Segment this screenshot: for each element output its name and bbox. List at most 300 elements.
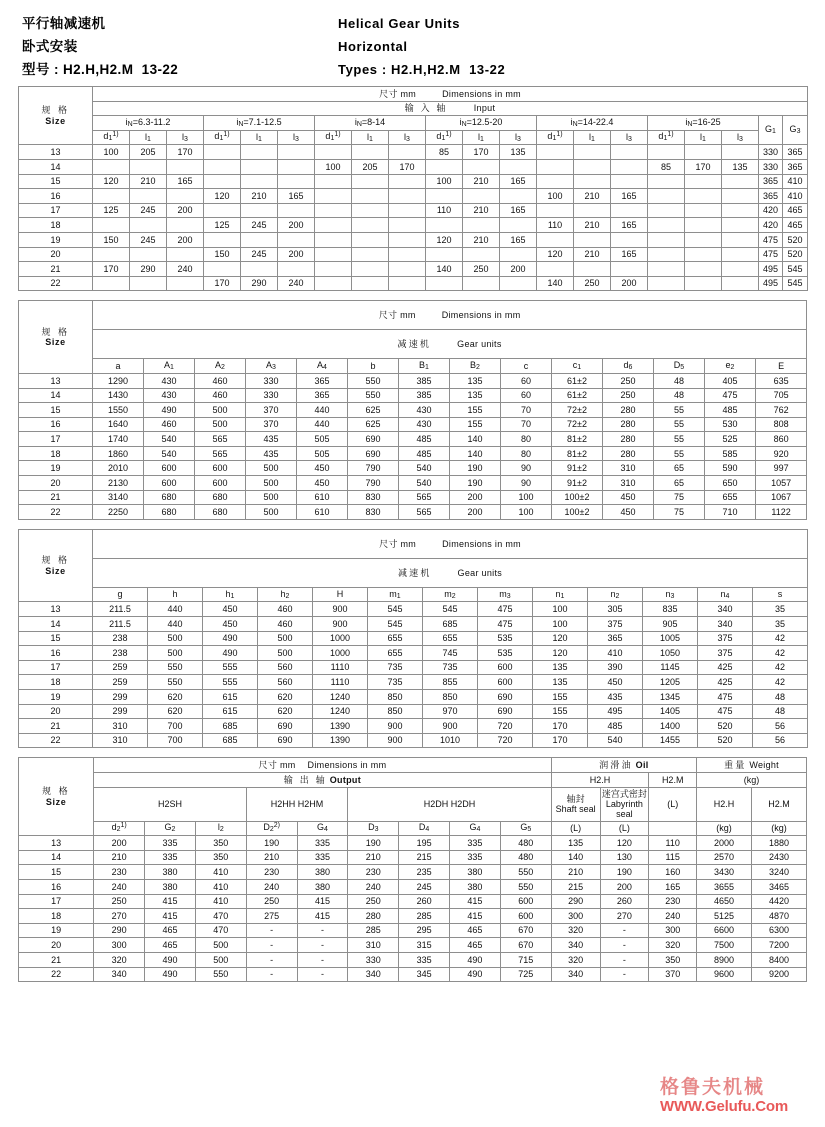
cell-l3-group5: 165 [611,218,648,233]
cell-s: 48 [753,690,808,705]
cell-g: 259 [93,660,148,675]
cell-B1: 485 [399,446,450,461]
cell-l1-group1: 245 [130,203,167,218]
shaft-seal-en: Shaft seal [555,804,596,815]
cell-oil-labyrinth-seal: - [600,938,649,953]
cell-oil-labyrinth-seal: 120 [600,836,649,851]
cell-D4-6: 260 [399,894,450,909]
col-header-B1: B1 [399,359,450,374]
cell-n2: 365 [588,631,643,646]
table-row [19,174,808,189]
cell-s: 42 [753,660,808,675]
table-row [19,617,808,632]
cell-D2-3: 210 [246,850,297,865]
cell-G3: 365 [783,159,808,174]
cell-D4-6: 195 [399,836,450,851]
watermark-url: WWW.Gelufu.Com [660,1098,789,1115]
group-h2sh: H2SH [94,787,246,821]
cell-n4: 340 [698,617,753,632]
cell-d2-0: 240 [94,879,145,894]
cell-l3-group4: 135 [500,145,537,160]
cell-l2-2: 410 [195,879,246,894]
cell-l1-group1: 210 [130,174,167,189]
title-en-line-2: Horizontal [338,39,408,54]
cell-size: 20 [19,476,93,491]
table-row [19,675,808,690]
cell-l2-2: 550 [195,967,246,982]
cell-size: 21 [19,719,93,734]
size-header-en: Size [45,337,66,348]
cell-l1-group1 [130,247,167,262]
col-header-oil-h2m-unit [649,821,697,836]
cell-n1: 170 [533,719,588,734]
cell-l3-group3: 170 [389,159,426,174]
cell-l3-group5: 165 [611,189,648,204]
cell-d1-group1 [93,159,130,174]
cell-h1: 685 [203,733,258,748]
cell-A4: 505 [297,432,348,447]
cell-d1-group2: 120 [204,189,241,204]
table-input-shaft-wrapper [18,86,807,291]
band-dimensions [93,301,807,330]
cell-l1-group4 [463,276,500,291]
cell-l1-group6 [685,262,722,277]
cell-d1-group6 [648,203,685,218]
cell-oil-shaft-seal: 340 [551,938,600,953]
cell-l3-group2 [278,262,315,277]
cell-D2-3: 275 [246,909,297,924]
cell-A2: 680 [195,490,246,505]
cell-G1: 330 [759,159,783,174]
band-gearunits [93,330,807,359]
cell-l3-group1 [167,218,204,233]
cell-D2-3: - [246,967,297,982]
cell-l3-group3 [389,276,426,291]
cell-h2: 560 [258,660,313,675]
cell-l2-2: 350 [195,836,246,851]
cell-E: 1057 [756,476,807,491]
cell-m2: 970 [423,704,478,719]
cell-m3: 690 [478,704,533,719]
cell-h: 440 [148,617,203,632]
cell-l1-group4: 250 [463,262,500,277]
cell-G3: 545 [783,262,808,277]
cell-A3: 500 [246,461,297,476]
cell-d2-0: 250 [94,894,145,909]
cell-m1: 850 [368,690,423,705]
table-row-header-cols [19,359,807,374]
cell-D5: 65 [654,461,705,476]
cell-d1-group2 [204,174,241,189]
col-header-G2-1: G2 [145,821,196,836]
cell-l1-group6 [685,218,722,233]
col-header-d2-0: d2$^{1)}$ [94,821,145,836]
cell-a: 2250 [93,505,144,520]
table-row [19,602,808,617]
labyrinth-cn: 迷宫式密封 [601,788,647,799]
cell-oil-labyrinth-seal: - [600,952,649,967]
cell-n1: 155 [533,690,588,705]
cell-G4-4: 380 [297,865,348,880]
cell-n2: 375 [588,617,643,632]
cell-l3-group2: 200 [278,218,315,233]
band-dimensions [93,87,808,102]
cell-D5: 48 [654,388,705,403]
cell-B1: 540 [399,461,450,476]
cell-d1-group6 [648,247,685,262]
cell-l3-group3 [389,262,426,277]
cell-e2: 655 [705,490,756,505]
col-header-l3-group6: l3 [722,130,759,145]
cell-s: 42 [753,675,808,690]
cell-H: 900 [313,602,368,617]
cell-l3-group2 [278,174,315,189]
cell-d1-group3 [315,247,352,262]
cell-l1-group1: 205 [130,145,167,160]
cell-g: 310 [93,733,148,748]
cell-l3-group5 [611,232,648,247]
table-row [19,690,808,705]
cell-B2: 140 [450,432,501,447]
cell-d2-0: 290 [94,923,145,938]
cell-oil-shaft-seal: 340 [551,967,600,982]
cell-n4: 475 [698,704,753,719]
cell-G1: 495 [759,262,783,277]
cell-weight-h2h: 4650 [697,894,752,909]
cell-m1: 735 [368,660,423,675]
band-weight [697,758,807,773]
cell-A3: 435 [246,446,297,461]
cell-size: 19 [19,690,93,705]
cell-A2: 500 [195,417,246,432]
cell-G4-7: 415 [450,894,501,909]
cell-l3-group2: 165 [278,189,315,204]
cell-B1: 385 [399,373,450,388]
cell-l1-group2 [241,159,278,174]
cell-G4-7: 380 [450,865,501,880]
col-header-l1-group5: l1 [574,130,611,145]
cell-h: 700 [148,719,203,734]
cell-l3-group6 [722,203,759,218]
cell-b: 625 [348,417,399,432]
cell-D3-5: 280 [348,909,399,924]
ratio-group-header-2: iN=7.1-12.5 [204,116,315,131]
cell-n4: 340 [698,602,753,617]
cell-g: 211.5 [93,602,148,617]
cell-c: 100 [501,490,552,505]
cell-d1-group6 [648,218,685,233]
cell-h1: 450 [203,602,258,617]
cell-D2-3: - [246,952,297,967]
cell-oil-h2m: 350 [649,952,697,967]
cell-G2-1: 490 [145,967,196,982]
col-header-oil-labyrinth-unit: (L) [600,821,649,836]
cell-l1-group6 [685,174,722,189]
cell-m3: 535 [478,646,533,661]
cell-D3-5: 190 [348,836,399,851]
cell-h2: 500 [258,646,313,661]
cell-A2: 460 [195,373,246,388]
cell-oil-shaft-seal: 140 [551,850,600,865]
band-output-en: Output [329,774,362,785]
cell-l1-group5 [574,232,611,247]
cell-l3-group5 [611,203,648,218]
cell-weight-h2h: 5125 [697,909,752,924]
cell-d1-group5: 110 [537,218,574,233]
cell-G1: 495 [759,276,783,291]
cell-l1-group3 [352,218,389,233]
cell-l1-group1 [130,218,167,233]
col-header-l3-group2: l3 [278,130,315,145]
cell-a: 1550 [93,403,144,418]
cell-d1-group5: 120 [537,247,574,262]
cell-m1: 655 [368,646,423,661]
cell-A2: 565 [195,446,246,461]
col-header-G1: G1 [759,116,783,145]
cell-size: 13 [19,145,93,160]
cell-n2: 390 [588,660,643,675]
cell-G4-7: 335 [450,850,501,865]
cell-h1: 450 [203,617,258,632]
cell-m3: 600 [478,675,533,690]
cell-B1: 430 [399,417,450,432]
cell-l1-group2 [241,262,278,277]
col-header-n1: n1 [533,587,588,602]
cell-l2-2: 500 [195,952,246,967]
cell-l1-group4 [463,189,500,204]
cell-l3-group2: 240 [278,276,315,291]
cell-D3-5: 285 [348,923,399,938]
col-header-l3-group4: l3 [500,130,537,145]
cell-l3-group1 [167,159,204,174]
cell-c: 70 [501,403,552,418]
cell-D3-5: 340 [348,967,399,982]
cell-size: 14 [19,617,93,632]
cell-l1-group5 [574,159,611,174]
cell-E: 1067 [756,490,807,505]
cell-oil-labyrinth-seal: - [600,967,649,982]
cell-d2-0: 340 [94,967,145,982]
cell-l3-group6 [722,247,759,262]
cell-l3-group1 [167,189,204,204]
cell-size: 14 [19,159,93,174]
cell-a: 2010 [93,461,144,476]
cell-m3: 690 [478,690,533,705]
cell-G2-1: 380 [145,879,196,894]
cell-d2-0: 230 [94,865,145,880]
cell-A1: 430 [144,388,195,403]
cell-n1: 135 [533,660,588,675]
cell-d1-group6 [648,232,685,247]
col-header-d6: d6 [603,359,654,374]
cell-d1-group4 [426,159,463,174]
cell-weight-h2h: 7500 [697,938,752,953]
cell-D5: 75 [654,505,705,520]
cell-d1-group6 [648,262,685,277]
cell-b: 690 [348,446,399,461]
cell-l3-group4 [500,247,537,262]
cell-d1-group5 [537,159,574,174]
cell-size: 22 [19,967,94,982]
cell-A3: 330 [246,388,297,403]
cell-size: 16 [19,417,93,432]
cell-l1-group4 [463,218,500,233]
table-row [19,247,808,262]
cell-h2: 500 [258,631,313,646]
cell-l3-group4 [500,159,537,174]
size-header-en: Size [45,565,66,576]
cell-l1-group6 [685,145,722,160]
cell-n4: 520 [698,733,753,748]
band-gearunit-en: Gear units [457,567,503,578]
col-header-l1-group4: l1 [463,130,500,145]
band-gearunit-cn: 减速机 [397,567,432,578]
cell-d6: 280 [603,403,654,418]
cell-D2-3: 240 [246,879,297,894]
cell-size: 21 [19,952,94,967]
cell-d1-group5 [537,232,574,247]
cell-m1: 655 [368,631,423,646]
cell-G2-1: 465 [145,923,196,938]
col-header-l3-group1: l3 [167,130,204,145]
cell-c: 60 [501,388,552,403]
table-row [19,403,807,418]
cell-oil-shaft-seal: 320 [551,952,600,967]
band-input-en: Input [473,103,496,114]
cell-weight-h2h: 8900 [697,952,752,967]
col-header-l3-group3: l3 [389,130,426,145]
cell-oil-h2m: 230 [649,894,697,909]
cell-G4-7: 380 [450,879,501,894]
cell-A4: 440 [297,417,348,432]
cell-G4-4: - [297,952,348,967]
cell-s: 35 [753,602,808,617]
cell-l1-group6 [685,189,722,204]
cell-m3: 720 [478,719,533,734]
cell-G3: 520 [783,247,808,262]
cell-d1-group4 [426,189,463,204]
cell-l1-group3 [352,145,389,160]
cell-c1: 72±2 [552,417,603,432]
cell-A3: 500 [246,505,297,520]
cell-m3: 475 [478,602,533,617]
cell-G5-8: 600 [500,894,551,909]
cell-n3: 1345 [643,690,698,705]
cell-n1: 170 [533,733,588,748]
cell-G4-7: 415 [450,909,501,924]
cell-n4: 425 [698,660,753,675]
cell-c1: 61±2 [552,373,603,388]
cell-G2-1: 415 [145,909,196,924]
cell-d6: 280 [603,432,654,447]
cell-n1: 155 [533,704,588,719]
band-weight-en: Weight [749,760,779,770]
cell-A4: 505 [297,446,348,461]
cell-n2: 485 [588,719,643,734]
cell-size: 19 [19,923,94,938]
col-header-G3: G3 [783,116,808,145]
size-header-cn: 规 格 [41,105,70,116]
cell-A2: 460 [195,388,246,403]
table-output-oil-weight [18,757,807,982]
cell-d1-group3 [315,232,352,247]
col-header-l1-group1: l1 [130,130,167,145]
cell-l3-group6 [722,145,759,160]
cell-m2: 685 [423,617,478,632]
cell-c: 80 [501,446,552,461]
cell-m3: 720 [478,733,533,748]
cell-l3-group2 [278,145,315,160]
col-header-h2: h2 [258,587,313,602]
cell-E: 997 [756,461,807,476]
cell-l3-group5: 200 [611,276,648,291]
cell-B1: 540 [399,476,450,491]
cell-n1: 135 [533,675,588,690]
cell-l3-group6 [722,189,759,204]
cell-d1-group1 [93,247,130,262]
cell-oil-h2m: 370 [649,967,697,982]
cell-l3-group6 [722,262,759,277]
cell-c1: 100±2 [552,505,603,520]
cell-h: 700 [148,733,203,748]
ratio-group-header-3: iN=8-14 [315,116,426,131]
cell-b: 550 [348,388,399,403]
cell-G2-1: 415 [145,894,196,909]
cell-size: 17 [19,432,93,447]
cell-d1-group1: 125 [93,203,130,218]
table-row [19,865,807,880]
cell-c: 80 [501,432,552,447]
cell-size: 20 [19,704,93,719]
cell-d1-group1 [93,189,130,204]
cell-m2: 855 [423,675,478,690]
cell-c1: 91±2 [552,476,603,491]
cell-d1-group4 [426,247,463,262]
table-row [19,660,808,675]
cell-weight-h2m: 4420 [752,894,807,909]
cell-l1-group4: 210 [463,232,500,247]
cell-l1-group1: 290 [130,262,167,277]
oil-h2m-liter: (L) [649,787,697,821]
title-cn-line-3: 型号 : H2.H,H2.M 13-22 [22,62,179,77]
table-row [19,631,808,646]
cell-h2: 460 [258,602,313,617]
cell-size: 13 [19,373,93,388]
cell-m2: 1010 [423,733,478,748]
watermark-company-name: 格鲁夫机械 [660,1076,766,1098]
cell-l3-group1: 170 [167,145,204,160]
cell-weight-h2h: 2570 [697,850,752,865]
cell-d1-group3 [315,276,352,291]
cell-n3: 1405 [643,704,698,719]
band-dimensions [94,758,551,773]
cell-h2: 620 [258,690,313,705]
cell-oil-h2m: 240 [649,909,697,924]
cell-G2-1: 380 [145,865,196,880]
cell-l1-group1 [130,276,167,291]
cell-size: 13 [19,602,93,617]
cell-d6: 250 [603,373,654,388]
band-oil-cn: 润滑油 [599,760,633,770]
title-en-line-3: Types : H2.H,H2.M 13-22 [338,62,506,77]
cell-l1-group5 [574,262,611,277]
cell-l3-group6: 135 [722,159,759,174]
cell-B2: 155 [450,417,501,432]
cell-l3-group4 [500,218,537,233]
cell-l1-group3 [352,189,389,204]
cell-size: 18 [19,218,93,233]
cell-c1: 72±2 [552,403,603,418]
